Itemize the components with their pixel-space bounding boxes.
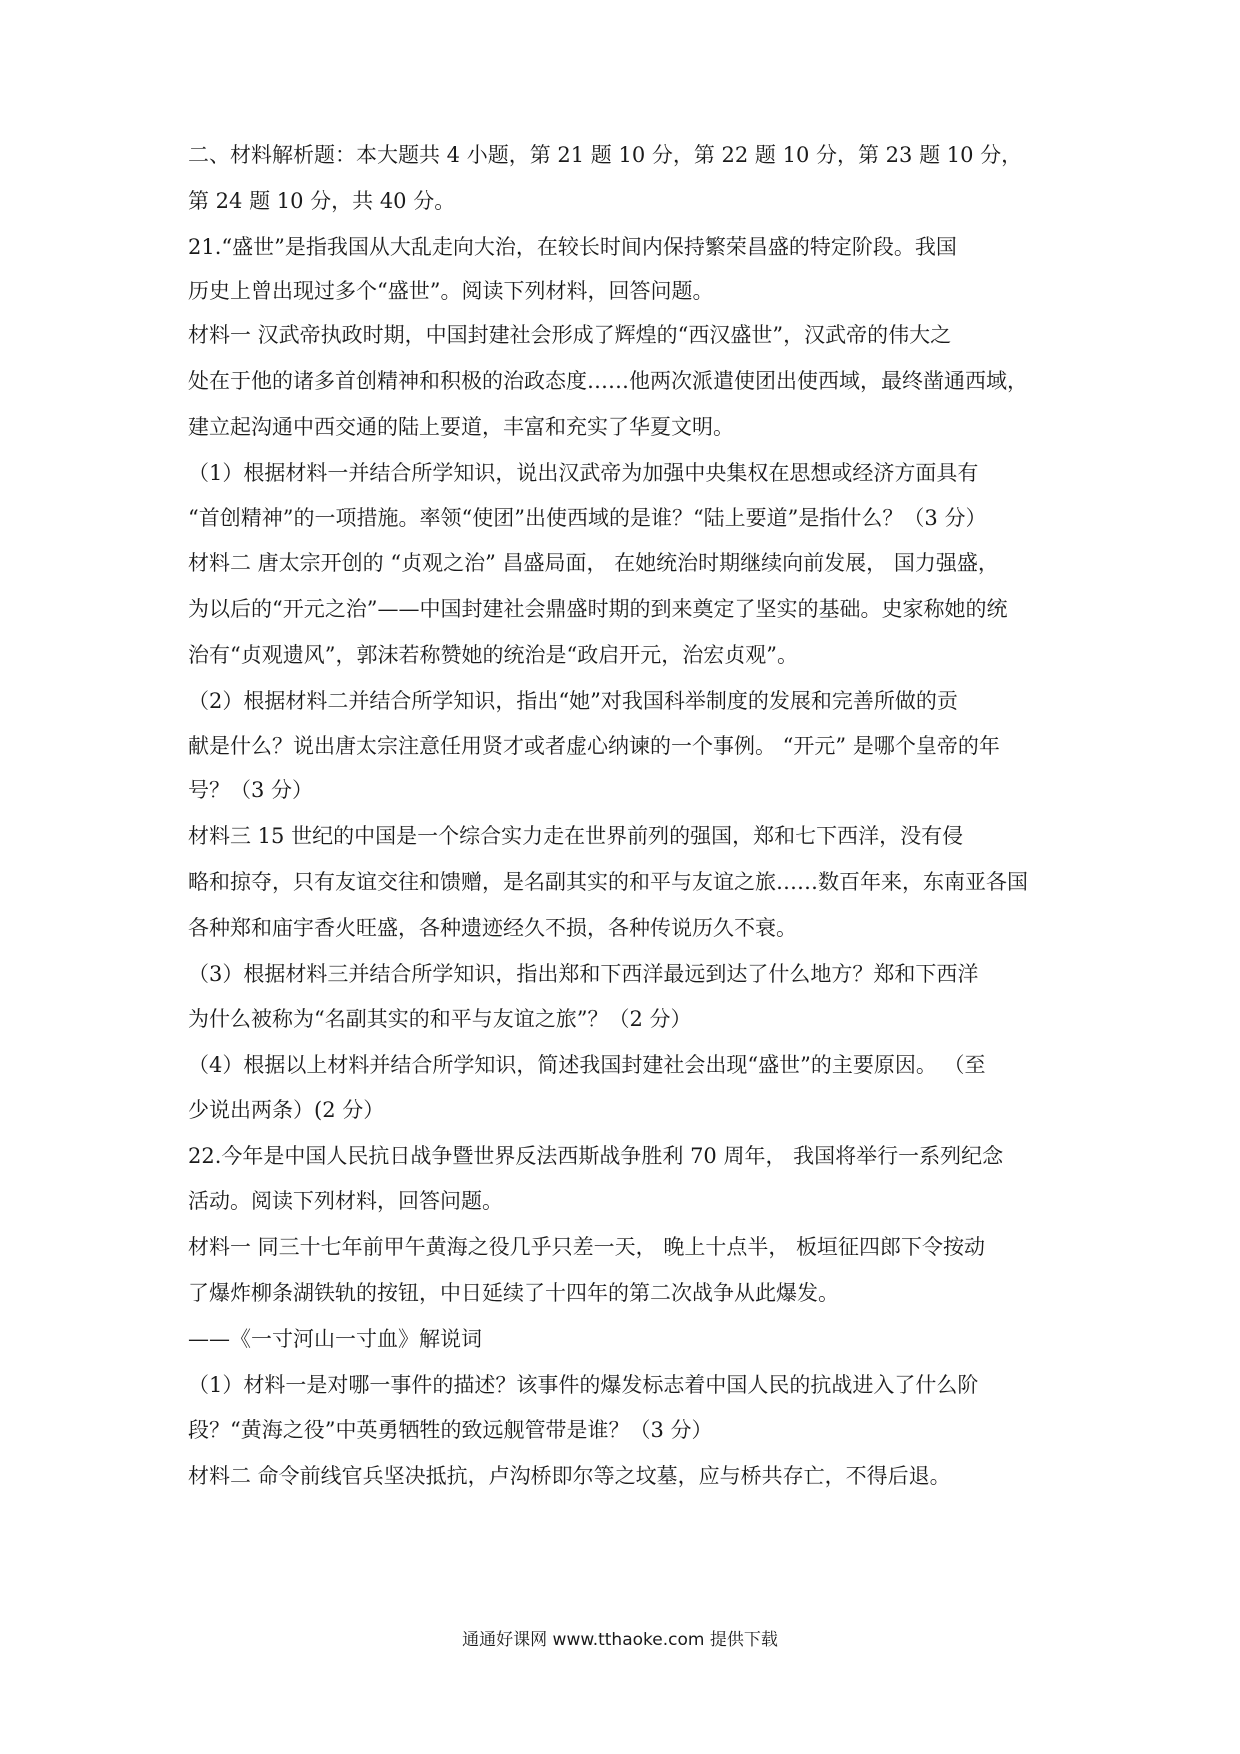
q21-material-3-line-1: 材料三 15 世纪的中国是一个综合实力走在世界前列的强国，郑和七下西洋，没有侵 — [188, 824, 964, 848]
q22-intro-line-1: 22.今年是中国人民抗日战争暨世界反法西斯战争胜利 70 周年， 我国将举行一系列纪念 — [188, 1144, 1004, 1168]
q22-intro-line-2: 活动。阅读下列材料，回答问题。 — [188, 1189, 503, 1213]
q21-question-2-line-1: （2）根据材料二并结合所学知识，指出“她”对我国科举制度的发展和完善所做的贡 — [188, 689, 958, 713]
q22-material-1-line-2: 了爆炸柳条湖铁轨的按钮，中日延续了十四年的第二次战争从此爆发。 — [188, 1281, 839, 1305]
q21-material-2-line-1: 材料二 唐太宗开创的 “贞观之治” 昌盛局面， 在她统治时期继续向前发展， 国力强盛， — [188, 551, 999, 575]
q21-material-1-line-2: 处在于他的诸多首创精神和积极的治政态度……他两次派遣使团出使西域，最终凿通西域， — [188, 369, 1028, 393]
q21-question-1-line-2: “首创精神”的一项措施。率领“使团”出使西域的是谁？“陆上要道”是指什么？（3 分） — [188, 506, 987, 530]
q21-material-3-line-2: 略和掠夺，只有友谊交往和馈赠，是名副其实的和平与友谊之旅……数百年来，东南亚各国 — [188, 870, 1028, 894]
q21-material-1-line-1: 材料一 汉武帝执政时期，中国封建社会形成了辉煌的“西汉盛世”，汉武帝的伟大之 — [188, 323, 952, 347]
q21-intro-line-2: 历史上曾出现过多个“盛世”。阅读下列材料，回答问题。 — [188, 279, 714, 303]
q21-material-1-line-3: 建立起沟通中西交通的陆上要道，丰富和充实了华夏文明。 — [188, 415, 734, 439]
q22-material-1-source: ——《一寸河山一寸血》解说词 — [188, 1327, 482, 1351]
q21-material-2-line-3: 治有“贞观遗风”，郭沫若称赞她的统治是“政启开元，治宏贞观”。 — [188, 643, 798, 667]
footer-credit: 通通好课网 www.tthaoke.com 提供下载 — [462, 1630, 778, 1650]
q21-material-2-line-2: 为以后的“开元之治”——中国封建社会鼎盛时期的到来奠定了坚实的基础。史家称她的统 — [188, 597, 1008, 621]
q21-question-3-line-2: 为什么被称为“名副其实的和平与友谊之旅”？（2 分） — [188, 1007, 692, 1031]
q22-material-1-line-1: 材料一 同三十七年前甲午黄海之役几乎只差一天， 晚上十点半， 板垣征四郎下令按动 — [188, 1235, 986, 1259]
q21-question-4-line-2: 少说出两条）(2 分） — [188, 1098, 385, 1122]
q22-question-1-line-2: 段？“黄海之役”中英勇牺牲的致远舰管带是谁？（3 分） — [188, 1418, 713, 1442]
q21-question-2-line-3: 号？（3 分） — [188, 778, 314, 802]
q21-intro-line-1: 21.“盛世”是指我国从大乱走向大治，在较长时间内保持繁荣昌盛的特定阶段。我国 — [188, 235, 957, 259]
q21-question-1-line-1: （1）根据材料一并结合所学知识，说出汉武帝为加强中央集权在思想或经济方面具有 — [188, 461, 979, 485]
section-title-cont: 第 24 题 10 分，共 40 分。 — [188, 189, 456, 213]
q21-question-3-line-1: （3）根据材料三并结合所学知识，指出郑和下西洋最远到达了什么地方？郑和下西洋 — [188, 962, 979, 986]
q21-material-3-line-3: 各种郑和庙宇香火旺盛，各种遗迹经久不损，各种传说历久不衰。 — [188, 916, 797, 940]
q22-material-2-line-1: 材料二 命令前线官兵坚决抵抗，卢沟桥即尔等之坟墓，应与桥共存亡，不得后退。 — [188, 1464, 951, 1488]
q21-question-2-line-2: 献是什么？说出唐太宗注意任用贤才或者虚心纳谏的一个事例。 “开元” 是哪个皇帝的年 — [188, 734, 1000, 758]
q22-question-1-line-1: （1）材料一是对哪一事件的描述？该事件的爆发标志着中国人民的抗战进入了什么阶 — [188, 1373, 979, 1397]
q21-question-4-line-1: （4）根据以上材料并结合所学知识，简述我国封建社会出现“盛世”的主要原因。 （至 — [188, 1053, 986, 1077]
section-title: 二、材料解析题：本大题共 4 小题，第 21 题 10 分，第 22 题 10 分，第 23 题 10 分， — [188, 143, 1023, 167]
